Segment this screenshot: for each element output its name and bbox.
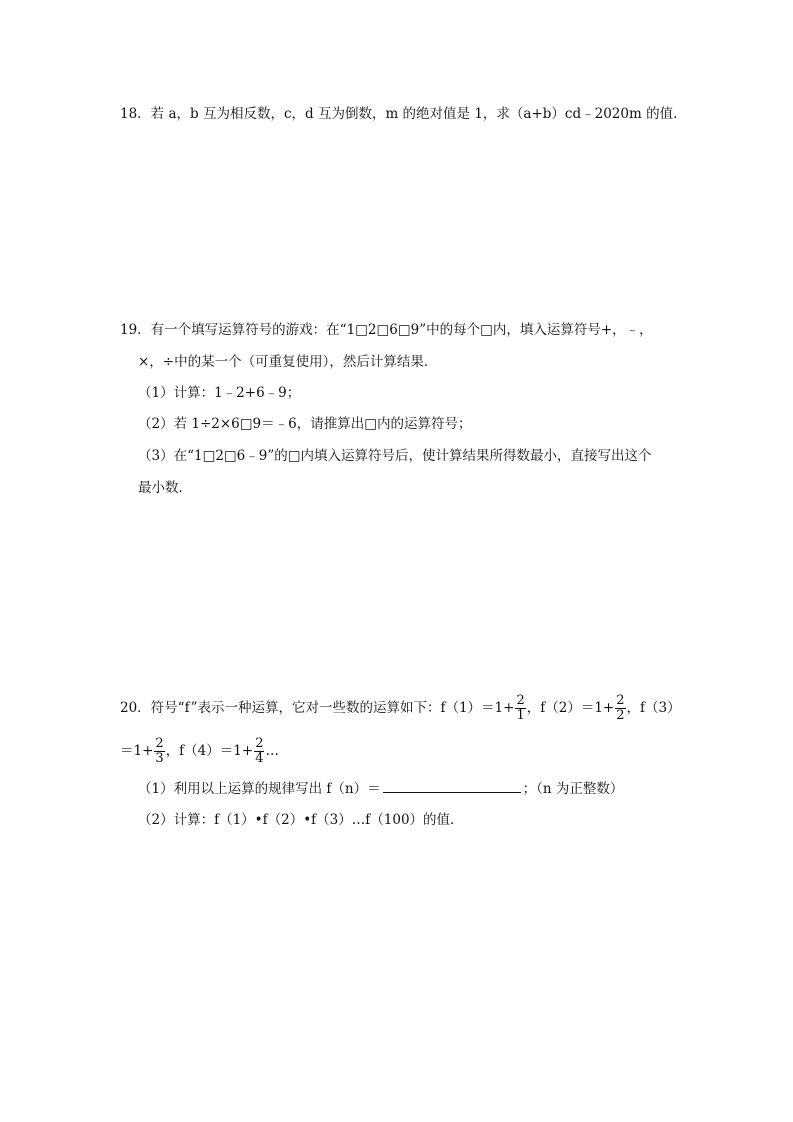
question-19-part-3-line-2: 最小数． (138, 480, 192, 496)
question-19-part-3-line-1: （3）在“1□2□6﹣9”的□内填入运算符号后，使计算结果所得数最小，直接写出这个 (138, 448, 652, 464)
question-19-part-2: （2）若 1÷2×6□9＝﹣6，请推算出□内的运算符号； (138, 416, 472, 432)
fraction-f1: $\frac{2}{1}$ (516, 693, 525, 723)
fraction-f3: $\frac{2}{3}$ (155, 736, 164, 766)
question-18-text: 18．若 a，b 互为相反数，c，d 互为倒数，m 的绝对值是 1，求（a+b）cd﹣2020m 的值． (120, 106, 687, 122)
question-18 (120, 104, 687, 124)
question-19-line-1: 19．有一个填写运算符号的游戏：在“1□2□6□9”中的每个□内，填入运算符号+，﹣， (120, 322, 653, 338)
fraction-f2: $\frac{2}{2}$ (616, 693, 625, 723)
question-20-part-2: （2）计算：f（1）•f（2）•f（3）…f（100）的值． (138, 812, 464, 828)
question-20-line-1: 20．符号“f”表示一种运算，它对一些数的运算如下：f（1）＝1+ $\frac{2}{1}$ ，f（2）＝1+ $\frac{2}{2}$ ，f（3） (120, 693, 681, 723)
question-20-part-1: （1）利用以上运算的规律写出 f（n）＝ ；（n 为正整数） (138, 778, 623, 799)
question-19-part-1: （1）计算：1﹣2+6﹣9； (138, 385, 301, 401)
question-20-line-2: ＝1+ $\frac{2}{3}$ ，f（4）＝1+ $\frac{2}{4}$ … (120, 736, 279, 766)
answer-blank[interactable] (383, 778, 521, 793)
question-19-line-2: ×，÷中的某一个（可重复使用），然后计算结果． (138, 354, 438, 370)
fraction-f4: $\frac{2}{4}$ (255, 736, 264, 766)
